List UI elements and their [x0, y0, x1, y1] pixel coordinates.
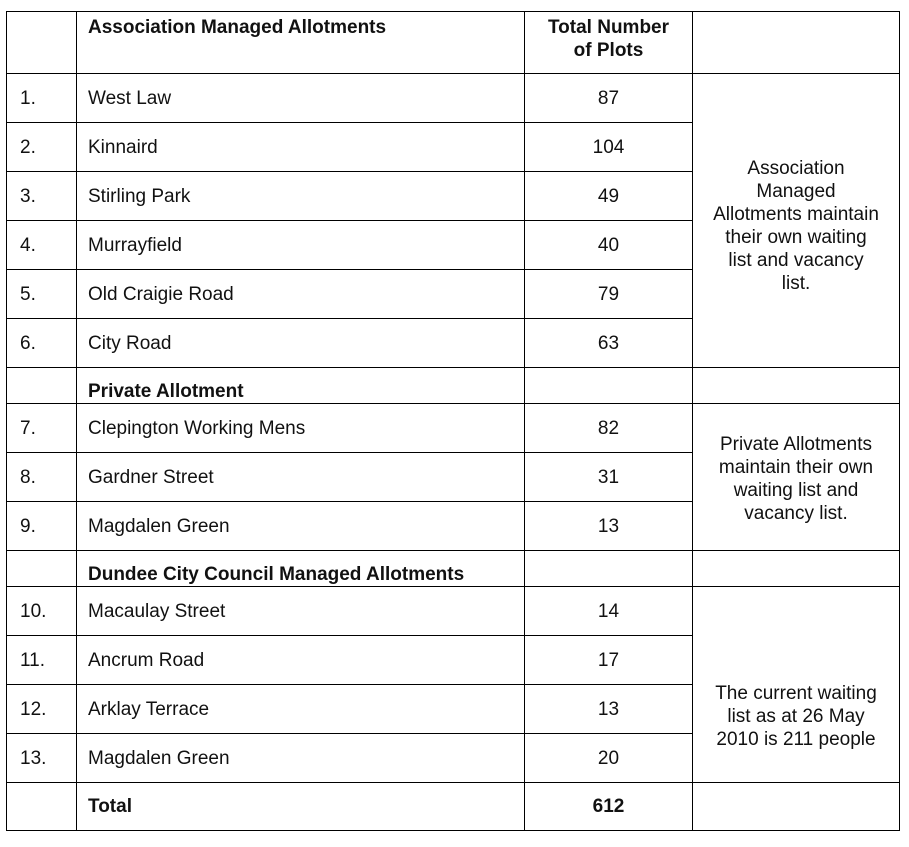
section-plots-cell: [525, 368, 693, 404]
allotment-name: Old Craigie Road: [77, 270, 525, 319]
allotments-table: [6, 11, 900, 831]
row-number: 9.: [7, 502, 77, 551]
header-note-cell: [693, 12, 900, 74]
plot-count: 13: [525, 502, 693, 551]
total-note-cell: [693, 783, 900, 831]
plot-count: 17: [525, 636, 693, 685]
header-row: [7, 12, 900, 74]
section-note-cell: [693, 551, 900, 587]
row-number: 11.: [7, 636, 77, 685]
plot-count: 79: [525, 270, 693, 319]
total-plot-count: 612: [525, 783, 693, 831]
plots-header-line1: Total Number: [547, 17, 670, 38]
total-label: Total: [77, 783, 525, 831]
header-num-cell: [7, 12, 77, 74]
note-line: Managed: [756, 180, 836, 202]
section-row-council: [7, 551, 900, 587]
plots-column-header: [525, 12, 693, 74]
total-row: [7, 783, 900, 831]
plot-count: 87: [525, 74, 693, 123]
row-number: 13.: [7, 734, 77, 783]
row-number: 6.: [7, 319, 77, 368]
section-num-cell: [7, 551, 77, 587]
note-line: their own waiting: [725, 226, 867, 248]
allotment-name: Murrayfield: [77, 221, 525, 270]
plots-header-line2: of Plots: [573, 40, 644, 61]
row-number: 4.: [7, 221, 77, 270]
row-number: 3.: [7, 172, 77, 221]
plot-count: 31: [525, 453, 693, 502]
allotment-name: Stirling Park: [77, 172, 525, 221]
note-line: list as at 26 May: [727, 706, 865, 727]
row-number: 5.: [7, 270, 77, 319]
allotment-name: Kinnaird: [77, 123, 525, 172]
council-section-title: Dundee City Council Managed Allotments: [77, 551, 525, 587]
table-row: [7, 74, 900, 123]
note-line: Allotments maintain: [713, 203, 879, 225]
plot-count: 104: [525, 123, 693, 172]
row-number: 8.: [7, 453, 77, 502]
plot-count: 13: [525, 685, 693, 734]
plot-count: 14: [525, 587, 693, 636]
allotment-name: Macaulay Street: [77, 587, 525, 636]
row-number: 12.: [7, 685, 77, 734]
plot-count: 40: [525, 221, 693, 270]
row-number: 10.: [7, 587, 77, 636]
allotment-name: Clepington Working Mens: [77, 404, 525, 453]
plot-count: 49: [525, 172, 693, 221]
note-line: list.: [781, 272, 811, 294]
table-row: [7, 587, 900, 636]
section-note-cell: [693, 368, 900, 404]
private-section-title: Private Allotment: [77, 368, 525, 404]
allotment-name: West Law: [77, 74, 525, 123]
note-line: Association: [747, 157, 845, 179]
row-number: 1.: [7, 74, 77, 123]
allotment-name: Ancrum Road: [77, 636, 525, 685]
allotment-name: City Road: [77, 319, 525, 368]
allotment-name: Gardner Street: [77, 453, 525, 502]
allotment-name: Arklay Terrace: [77, 685, 525, 734]
plot-count: 20: [525, 734, 693, 783]
note-line: Private Allotments: [719, 434, 873, 455]
allotment-name: Magdalen Green: [77, 502, 525, 551]
allotment-name: Magdalen Green: [77, 734, 525, 783]
total-num-cell: [7, 783, 77, 831]
private-note: [693, 404, 900, 551]
association-note: [693, 74, 900, 368]
council-note: [693, 587, 900, 783]
association-section-title: Association Managed Allotments: [77, 12, 525, 74]
note-line: vacancy list.: [744, 503, 848, 524]
note-line: maintain their own: [718, 457, 874, 478]
section-row-private: [7, 368, 900, 404]
note-line: 2010 is 211 people: [716, 729, 876, 750]
section-plots-cell: [525, 551, 693, 587]
note-line: The current waiting: [715, 683, 877, 704]
row-number: 7.: [7, 404, 77, 453]
note-line: waiting list and: [733, 480, 859, 501]
row-number: 2.: [7, 123, 77, 172]
plot-count: 82: [525, 404, 693, 453]
note-line: list and vacancy: [728, 249, 864, 271]
table-row: [7, 404, 900, 453]
section-num-cell: [7, 368, 77, 404]
plot-count: 63: [525, 319, 693, 368]
